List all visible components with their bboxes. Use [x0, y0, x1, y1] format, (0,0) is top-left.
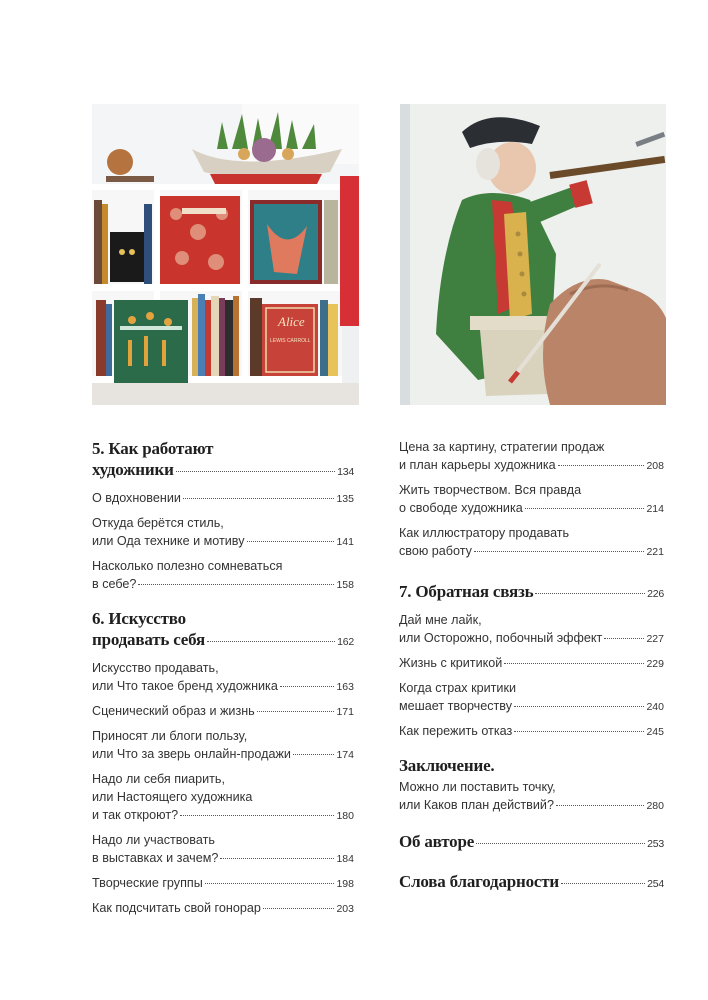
- dot-leader: [556, 805, 645, 806]
- toc-entry[interactable]: [399, 481, 664, 518]
- dot-leader: [604, 638, 644, 639]
- toc-line-text: Заключение.: [399, 756, 495, 775]
- page-number: 180: [336, 810, 354, 822]
- toc-line-text: 7. Обратная связь: [399, 582, 534, 601]
- toc-line-text: Надо ли себя пиарить,: [92, 772, 225, 786]
- dot-leader: [476, 843, 645, 844]
- toc-entry[interactable]: [399, 722, 664, 741]
- page-number: 158: [336, 579, 354, 591]
- toc-line-text: Когда страх критики: [399, 681, 516, 695]
- toc-line-text: Искусство продавать,: [92, 661, 219, 675]
- dot-leader: [514, 706, 644, 707]
- toc-entry[interactable]: [399, 438, 664, 475]
- page-number: 254: [647, 878, 664, 890]
- page-number: 134: [337, 466, 354, 478]
- page-number: 226: [647, 588, 664, 600]
- bookshelf-photo: [92, 104, 359, 405]
- dot-leader: [514, 731, 644, 732]
- dot-leader: [205, 883, 335, 884]
- toc-line-text: Можно ли поставить точку,: [399, 780, 556, 794]
- toc-chapter[interactable]: [399, 755, 664, 776]
- toc-line-text: мешает творчеству: [399, 699, 513, 713]
- toc-line-text: или Что такое бренд художника: [92, 679, 278, 693]
- toc-line-text: Об авторе: [399, 832, 475, 851]
- toc-line-text: Приносят ли блоги пользу,: [92, 729, 248, 743]
- toc-line-text: 6. Искусство: [92, 609, 186, 628]
- toc-line-text: о свободе художника: [399, 501, 523, 515]
- painting-photo: [400, 104, 666, 405]
- toc-line-text: художники: [92, 460, 174, 479]
- page-number: 162: [337, 636, 354, 648]
- page-number: 135: [336, 493, 354, 505]
- dot-leader: [263, 908, 335, 909]
- toc-chapter[interactable]: [399, 871, 664, 895]
- page-number: 221: [646, 546, 664, 558]
- toc-entry[interactable]: [399, 611, 664, 648]
- svg-text:LEWIS CARROLL: LEWIS CARROLL: [270, 338, 311, 344]
- toc-entry[interactable]: [92, 557, 354, 594]
- toc-line-text: Как подсчитать свой гонорар: [92, 901, 261, 915]
- page-number: 184: [336, 853, 354, 865]
- toc-line-text: Слова благодарности: [399, 872, 559, 891]
- toc-entry[interactable]: [92, 899, 354, 918]
- dot-leader: [561, 883, 645, 884]
- dot-leader: [183, 498, 335, 499]
- page-number: 280: [646, 800, 664, 812]
- toc-line-text: продавать себя: [92, 630, 205, 649]
- toc-chapter[interactable]: [92, 438, 354, 483]
- toc-line-text: в выставках и зачем?: [92, 851, 219, 865]
- toc-line-text: Жизнь с критикой: [399, 656, 503, 670]
- toc-line-text: в себе?: [92, 577, 137, 591]
- svg-text:Alice: Alice: [278, 314, 305, 329]
- dot-leader: [180, 815, 334, 816]
- toc-line-text: Откуда берётся стиль,: [92, 516, 224, 530]
- toc-line-text: или Ода технике и мотиву: [92, 534, 245, 548]
- page-number: 229: [646, 658, 664, 670]
- page-number: 174: [336, 749, 354, 761]
- page-number: 227: [646, 633, 664, 645]
- toc-line-text: и так откроют?: [92, 808, 179, 822]
- toc-line-text: и план карьеры художника: [399, 458, 556, 472]
- toc-line-text: Надо ли участвовать: [92, 833, 215, 847]
- toc-left-column: [92, 438, 354, 918]
- toc-line-text: Жить творчеством. Вся правда: [399, 483, 582, 497]
- page-number: 253: [647, 838, 664, 850]
- toc-entry[interactable]: [92, 659, 354, 696]
- toc-line-text: Насколько полезно сомневаться: [92, 559, 283, 573]
- page-number: 214: [646, 503, 664, 515]
- toc-entry[interactable]: [92, 874, 354, 893]
- toc-line-text: Цена за картину, стратегии продаж: [399, 440, 605, 454]
- dot-leader: [280, 686, 335, 687]
- dot-leader: [504, 663, 644, 664]
- toc-entry[interactable]: [92, 489, 354, 508]
- toc-entry[interactable]: [399, 654, 664, 673]
- toc-entry[interactable]: [399, 679, 664, 716]
- page-number: 198: [336, 878, 354, 890]
- toc-line-text: Сценический образ и жизнь: [92, 704, 255, 718]
- toc-line-text: или Осторожно, побочный эффект: [399, 631, 603, 645]
- page-number: 245: [646, 726, 664, 738]
- toc-entry[interactable]: [92, 514, 354, 551]
- toc-entry[interactable]: [399, 524, 664, 561]
- toc-line-text: свою работу: [399, 544, 472, 558]
- page-number: 208: [646, 460, 664, 472]
- toc-entry[interactable]: [92, 831, 354, 868]
- dot-leader: [138, 584, 334, 585]
- dot-leader: [176, 471, 335, 472]
- toc-line-text: 5. Как работают: [92, 439, 214, 458]
- page-number: 203: [336, 903, 354, 915]
- dot-leader: [535, 593, 645, 594]
- toc-line-text: О вдохновении: [92, 491, 181, 505]
- dot-leader: [220, 858, 334, 859]
- toc-right-column: [399, 438, 664, 895]
- toc-line-text: Творческие группы: [92, 876, 203, 890]
- toc-chapter[interactable]: [399, 831, 664, 855]
- dot-leader: [207, 641, 335, 642]
- toc-line-text: Как иллюстратору продавать: [399, 526, 570, 540]
- dot-leader: [474, 551, 645, 552]
- page-number: 163: [336, 681, 354, 693]
- page-number: 141: [336, 536, 354, 548]
- toc-entry[interactable]: [92, 702, 354, 721]
- toc-line-text: Как пережить отказ: [399, 724, 513, 738]
- dot-leader: [247, 541, 335, 542]
- toc-line-text: или Настоящего художника: [92, 790, 253, 804]
- toc-entry[interactable]: [92, 770, 354, 825]
- toc-line-text: или Что за зверь онлайн-продажи: [92, 747, 291, 761]
- page-number: 171: [336, 706, 354, 718]
- dot-leader: [293, 754, 335, 755]
- toc-chapter[interactable]: [399, 581, 664, 605]
- toc-entry[interactable]: [92, 727, 354, 764]
- dot-leader: [525, 508, 645, 509]
- page-number: 240: [646, 701, 664, 713]
- toc-line-text: или Каков план действий?: [399, 798, 554, 812]
- toc-line-text: Дай мне лайк,: [399, 613, 482, 627]
- dot-leader: [558, 465, 645, 466]
- toc-entry[interactable]: [399, 778, 664, 815]
- toc-chapter[interactable]: [92, 608, 354, 653]
- dot-leader: [257, 711, 335, 712]
